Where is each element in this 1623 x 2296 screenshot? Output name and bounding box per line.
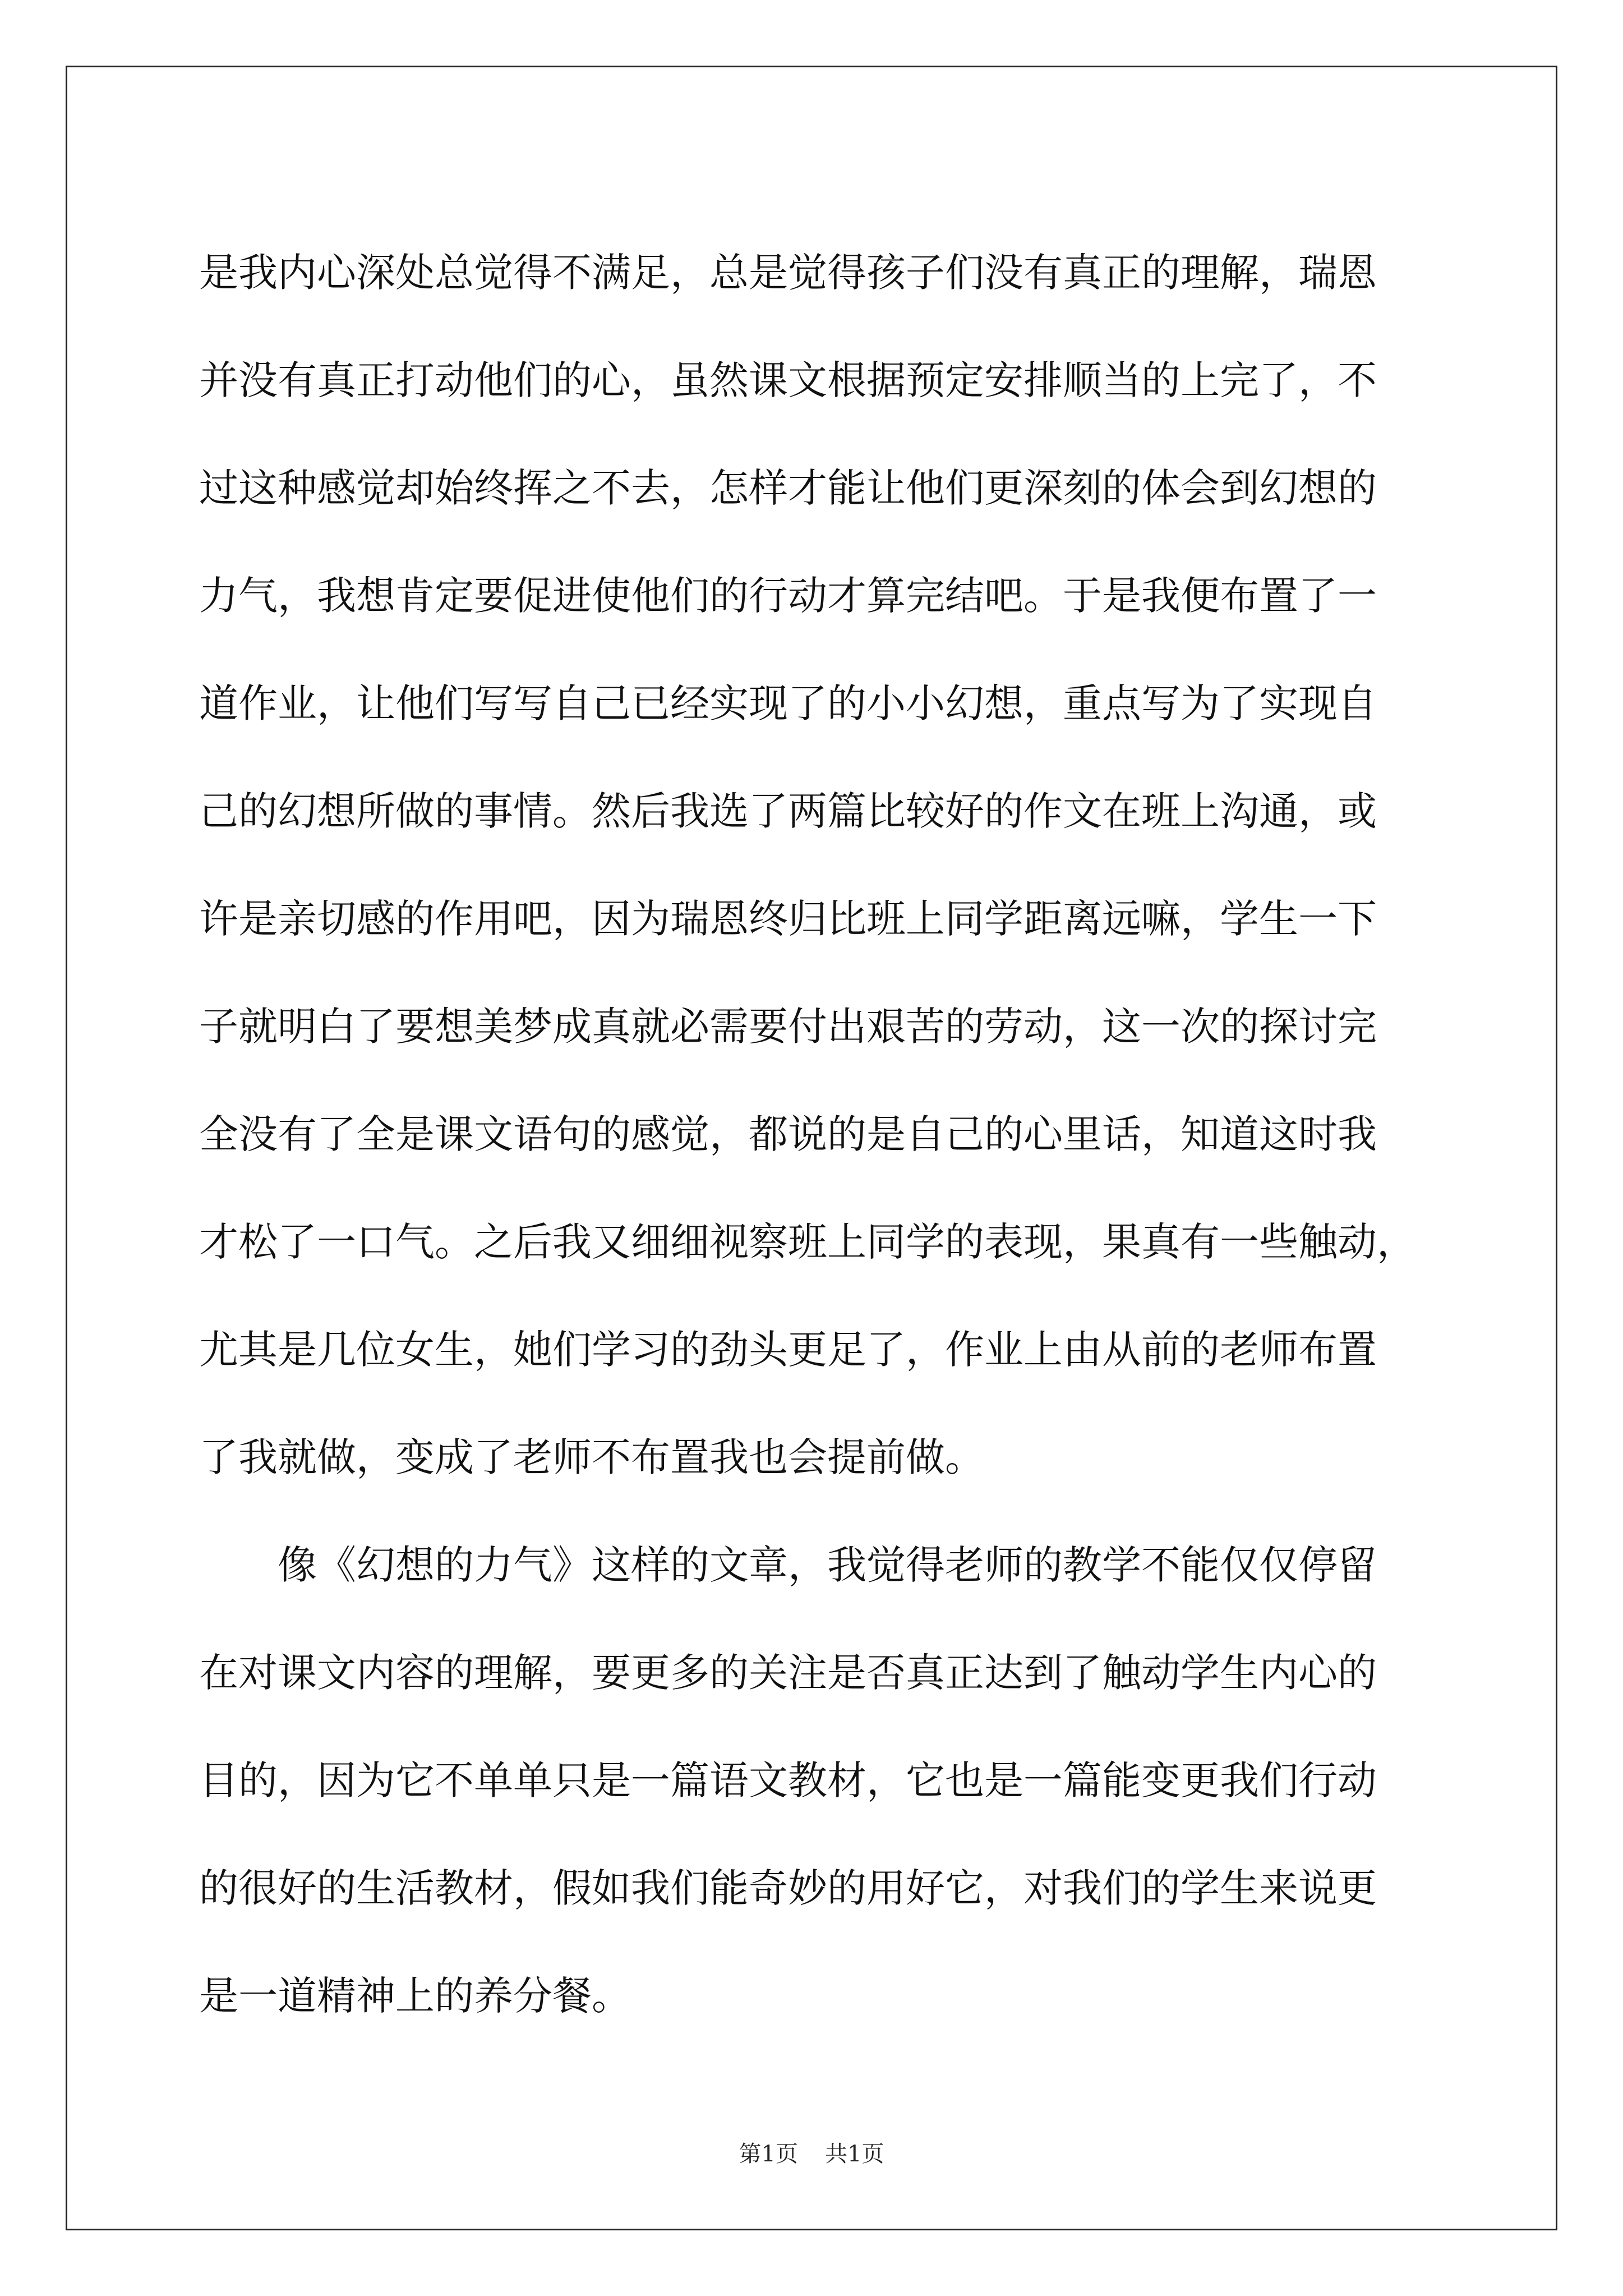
text-line: 尤其是几位女生，她们学习的劲头更足了，作业上由从前的老师布置	[199, 1327, 1377, 1373]
text-line: 并没有真正打动他们的心，虽然课文根据预定安排顺当的上完了，不	[199, 357, 1377, 403]
text-line: 了我就做，变成了老师不布置我也会提前做。	[199, 1434, 984, 1480]
page-total: 共1页	[825, 2141, 884, 2167]
text-line: 道作业，让他们写写自己已经实现了的小小幻想，重点写为了实现自	[199, 680, 1377, 726]
text-line: 在对课文内容的理解，要更多的关注是否真正达到了触动学生内心的	[199, 1650, 1377, 1696]
text-line: 是一道精神上的养分餐。	[199, 1973, 631, 2019]
text-line: 己的幻想所做的事情。然后我选了两篇比较好的作文在班上沟通，或	[199, 788, 1377, 834]
text-line: 许是亲切感的作用吧，因为瑞恩终归比班上同学距离远嘛，学生一下	[199, 896, 1377, 942]
text-line: 的很好的生活教材，假如我们能奇妙的用好它，对我们的学生来说更	[199, 1865, 1377, 1911]
paragraph-start-line: 像《幻想的力气》这样的文章，我觉得老师的教学不能仅仅停留	[199, 1542, 1377, 1588]
text-line: 力气，我想肯定要促进使他们的行动才算完结吧。于是我便布置了一	[199, 573, 1377, 619]
document-body	[199, 219, 1433, 2050]
page-number: 第1页	[739, 2141, 798, 2167]
text-line: 是我内心深处总觉得不满足，总是觉得孩子们没有真正的理解，瑞恩	[199, 250, 1377, 296]
text-line: 目的，因为它不单单只是一篇语文教材，它也是一篇能变更我们行动	[199, 1757, 1377, 1803]
text-line: 全没有了全是课文语句的感觉，都说的是自己的心里话，知道这时我	[199, 1111, 1377, 1157]
page-footer	[0, 2140, 1623, 2168]
text-line: 过这种感觉却始终挥之不去，怎样才能让他们更深刻的体会到幻想的	[199, 465, 1377, 511]
text-line: 才松了一口气。之后我又细细视察班上同学的表现，果真有一些触动，	[199, 1219, 1416, 1265]
text-line: 子就明白了要想美梦成真就必需要付出艰苦的劳动，这一次的探讨完	[199, 1004, 1377, 1050]
